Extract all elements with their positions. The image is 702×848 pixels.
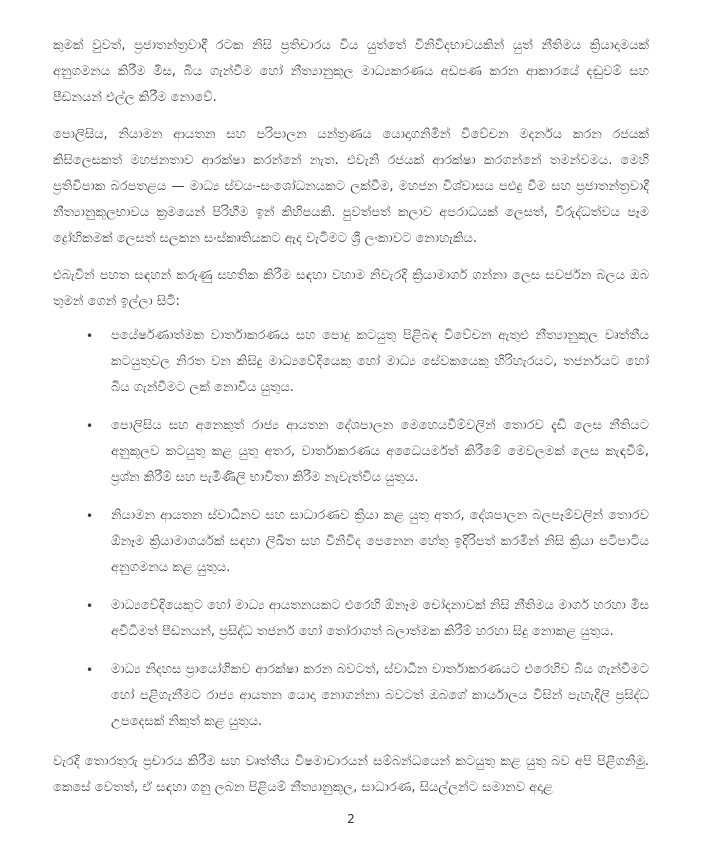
paragraph-3-list-intro: එබැවින් පහත සඳහන් කරුණු සහතික කිරීම සඳහා වහාම නිවැරදි ක්‍රියාමාගර් ගන්නා ලෙස සවර්ජන බලය ඔබ තුමන් ගෙන් ඉල්ලා සිටී: bbox=[53, 268, 649, 309]
bullet-marker-icon: • bbox=[86, 509, 94, 523]
bullet-marker-icon: • bbox=[86, 419, 94, 433]
bullet-marker-icon: • bbox=[86, 663, 94, 677]
paragraph-4: වැරදි තොරතුරු ප්‍රචාරය කිරීම සහ වෘත්තීය විෂමාචාරයන් සම්බන්ධයෙන් කටයුතු කළ යුතු බව අපි පිළිගනිමු. කෙසේ වෙතත්, ඒ සඳහා ගනු ලබන පිළියම් නීත්‍යානුකූල, සාධාරණ, සියල්ලන්ට සමානව අදාළ bbox=[53, 754, 649, 795]
bullet-text-2: පොලිසිය සහ අනෙකුත් රාජ්‍ය ආයතන දේශපාලන මෙහෙයවීම්වලින් තොරව දැඩි ලෙස නීතියට අනුකූලව කටයුතු කළ යුතු අතර, වාර්තාකරණය අධෛයර්මත් කිරීමේ මෙවලමක් ලෙස කැඳවීම්, ප්‍රශ්න කිරීම් සහ පැමිණිලි භාවිතා කිරීම නැවැත්විය යුතුය. bbox=[111, 418, 649, 485]
paragraph-2: පොලිසිය, නියාමන ආයතන සහ පරිපාලන යන්ත්‍රණය යොදාගනිමින් විවේචන මදර්නය කරන රජයක් කිසිලෙසකත් මහජනතාව ආරක්ෂා කරන්නේ නැත. එවැනි රජයක් ආරක්ෂා කරගන්නේ තමන්වමය. මෙහි ප්‍රතිවිපාක බරපතළය — මාධ්‍ය ස්වයං-සංශෝධනයකට ලක්වීම, මහජන විශ්වාසය පළුදු වීම සහ ප්‍රජාතන්ත්‍රවාදී නීත්‍යානුකූලභාවය ක්‍රමයෙන් පිරිහීම ඉන් කිහිපයකි. පුවත්පත් කලාව අපරාධයක් ලෙසත්, විරුද්ධත්වය පෑම ද්‍රෝහිකමක් ලෙසත් සලකන සංස්කෘතියකට ඇද වැටීමට ශ්‍රී ලංකාවට නොහැකිය. bbox=[53, 127, 649, 246]
bullet-item-5 bbox=[53, 657, 649, 735]
bullet-item-2 bbox=[53, 413, 649, 491]
bullet-text-5: මාධ්‍ය නිදහස ප්‍රායෝගිකව ආරක්ෂා කරන බවටත්, ස්වාධීන වාර්තාකරණයට එරෙහිව බිය ගැන්වීමට හෝ පළිගැනීමට රාජ්‍ය ආයතන යොදා නොගන්නා බවටත් ඔබගේ කාර්යාලය විසින් පැහැදිලි ප්‍රසිද්ධ උපදෙසක් නිකුත් කළ යුතුය. bbox=[111, 662, 649, 729]
paragraph-1: කුමක් වුවත්, ප්‍රජාතන්ත්‍රවාදී රටක නිසි ප්‍රතිචාරය විය යුත්තේ විනිවිදභාවයකින් යුත් නීතිමය ක්‍රියාදාමයක් අනුගමනය කිරීම මිස, බිය ගැන්වීම හෝ නීත්‍යානුකූල මාධ්‍යකරණය අඩපණ කරන ආකාරයේ දඬුවම් සහ පීඩනයන් එල්ල කිරීම නොවේ. bbox=[53, 38, 649, 105]
bullet-text-4: මාධ්‍යවේදියෙකුට හෝ මාධ්‍ය ආයතනයකට එරෙහි ඕනෑම චෝදනාවක් නිසි නීතිමය මාගර් හරහා මිස අවිධිමත් පීඩනයන්, ප්‍රසිද්ධ තජර්න හෝ තෝරාගත් බලාත්මක කිරීම් හරහා සිදු නොකළ යුතුය. bbox=[111, 598, 649, 639]
bullet-text-3: නියාමන ආයතන ස්වාධීනව සහ සාධාරණව ක්‍රියා කළ යුතු අතර, දේශපාලන බලපෑම්වලින් තොරව ඕනෑම ක්‍රියාමාගර්යක් සඳහා ලිඛිත සහ විනිවිද පෙනෙන හේතු ඉදිරිපත් කරමින් නිසි ක්‍රියා පටිපාටිය අනුගමනය කළ යුතුය. bbox=[111, 508, 649, 575]
bullet-item-4 bbox=[53, 593, 649, 645]
bullet-item-3 bbox=[53, 503, 649, 581]
bullet-item-1 bbox=[53, 323, 649, 401]
document-content bbox=[53, 33, 649, 812]
page-footer bbox=[0, 812, 702, 826]
bullet-list bbox=[53, 323, 649, 735]
page-number: 2 bbox=[347, 812, 355, 826]
bullet-text-1: පයේර්ෂණාත්මක වාර්තාකරණය සහ පොදු කටයුතු පිළිබඳ විවේචන ඇතුළු නීත්‍යානුකූල වෘත්තීය කටයුතුවල නිරත වන කිසිදු මාධ්‍යවේදියෙකු හෝ මාධ්‍ය සේවකයෙකු හිරිහැරයට, තජර්නයට හෝ බිය ගැන්වීමට ලක් නොවිය යුතුය. bbox=[111, 328, 649, 395]
bullet-marker-icon: • bbox=[86, 329, 94, 343]
bullet-marker-icon: • bbox=[86, 599, 94, 613]
